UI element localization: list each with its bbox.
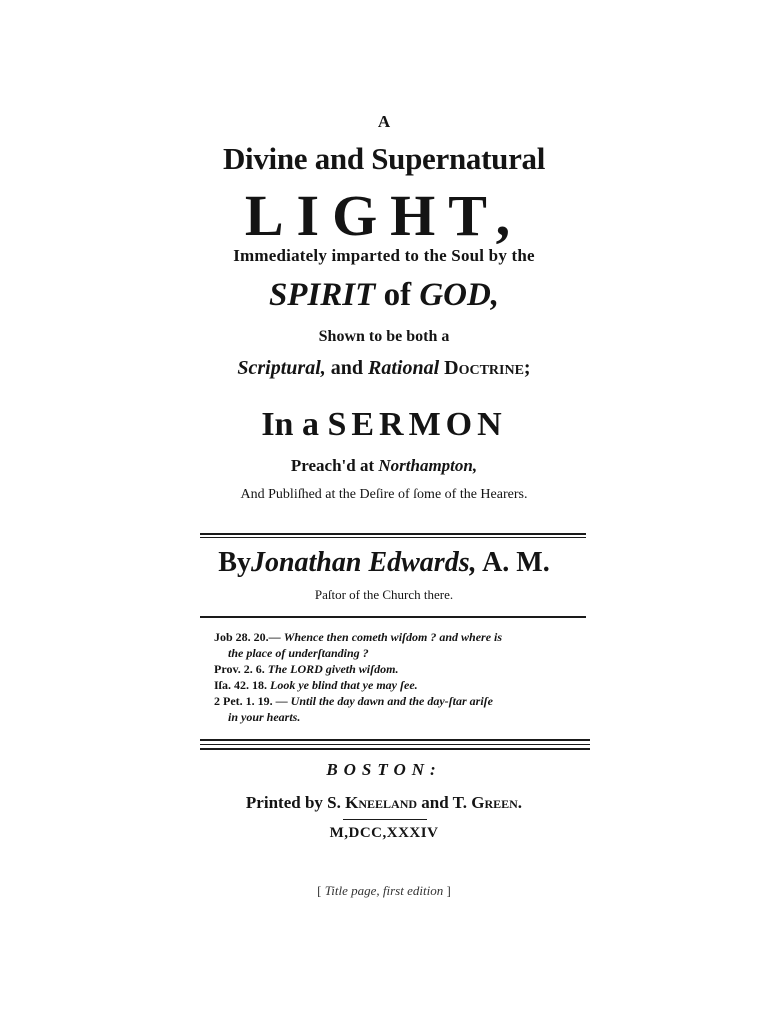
- scriptural-word: Scriptural,: [237, 357, 326, 379]
- imprint-city: BOSTON:: [326, 760, 442, 779]
- rational-word: Rational: [368, 357, 440, 379]
- figure-caption: [0, 883, 768, 899]
- pastor-line: Paſtor of the Church there.: [314, 587, 454, 602]
- divider-rule: [343, 819, 427, 820]
- caption-text: Title page, first edition: [324, 883, 444, 898]
- quotation-line: [214, 677, 614, 693]
- northampton-word: Northampton,: [378, 456, 478, 475]
- in-a-words: In a: [261, 406, 319, 443]
- subtitle-scriptural-rational: [0, 357, 768, 380]
- caption-open-bracket: [: [317, 883, 322, 898]
- divider-rule: [200, 537, 586, 538]
- author-byline: [0, 547, 768, 579]
- sermon-line: [0, 406, 768, 444]
- divider-rule: [200, 533, 586, 535]
- quotation-text: Whence then cometh wiſdom ? and where is: [283, 630, 503, 644]
- quotation-line: [214, 661, 614, 677]
- sermon-word: SERMON: [327, 406, 507, 443]
- printed-by: Printed by: [245, 793, 323, 812]
- subtitle-immediately: Immediately imparted to the Soul by the: [233, 246, 535, 265]
- divider-rule: [200, 744, 590, 745]
- author-degree: A. M.: [482, 547, 550, 578]
- quotation-line: [214, 693, 614, 709]
- divider-rule: [200, 616, 586, 618]
- printer-name-2: Green.: [471, 793, 523, 812]
- quotation-ref: Prov. 2. 6.: [214, 662, 265, 676]
- spirit-word: SPIRIT: [268, 277, 376, 313]
- imprint-printers: [0, 793, 768, 813]
- preached-line: [0, 456, 768, 476]
- quotation-ref: Job 28. 20.—: [214, 630, 281, 644]
- doctrine-word: Doctrine;: [444, 357, 531, 379]
- caption-close-bracket: ]: [446, 883, 451, 898]
- quotation-text: in your hearts.: [228, 710, 301, 724]
- imprint-date: M,DCC,XXXIV: [329, 825, 439, 841]
- divider-rule: [200, 748, 590, 750]
- author-name: Jonathan Edwards,: [250, 547, 477, 578]
- and-word: and: [421, 793, 449, 812]
- quotation-line: [214, 645, 614, 661]
- printer-initial-1: S.: [327, 793, 341, 812]
- quotation-line: [214, 709, 614, 725]
- quotation-text: Until the day dawn and the day-ſtar ariſe: [290, 694, 493, 708]
- quotation-text: The LORD giveth wiſdom.: [267, 662, 399, 676]
- of-word: of: [383, 277, 412, 313]
- subtitle-shown: Shown to be both a: [318, 328, 450, 345]
- printer-initial-2: T.: [452, 793, 467, 812]
- quotation-text: the place of underſtanding ?: [228, 646, 369, 660]
- quotation-text: Look ye blind that ye may ſee.: [270, 678, 418, 692]
- title-line-divine: Divine and Supernatural: [222, 141, 546, 176]
- subtitle-spirit-of-god: [0, 277, 768, 314]
- printer-name-1: Kneeland: [345, 793, 418, 812]
- and-word: and: [330, 357, 363, 379]
- god-word: GOD,: [419, 277, 500, 313]
- preached-at: Preach'd at: [290, 456, 375, 475]
- scripture-quotations: [214, 629, 614, 725]
- published-line: And Publiſhed at the Deſire of ſome of the Hearers.: [240, 487, 528, 502]
- quotation-ref: 2 Pet. 1. 19. —: [214, 694, 288, 708]
- divider-rule: [200, 739, 590, 741]
- quotation-ref: Iſa. 42. 18.: [214, 678, 268, 692]
- title-light: LIGHT,: [244, 183, 524, 248]
- quotation-line: [214, 629, 614, 645]
- by-word: By: [218, 547, 251, 578]
- title-article: A: [377, 112, 391, 131]
